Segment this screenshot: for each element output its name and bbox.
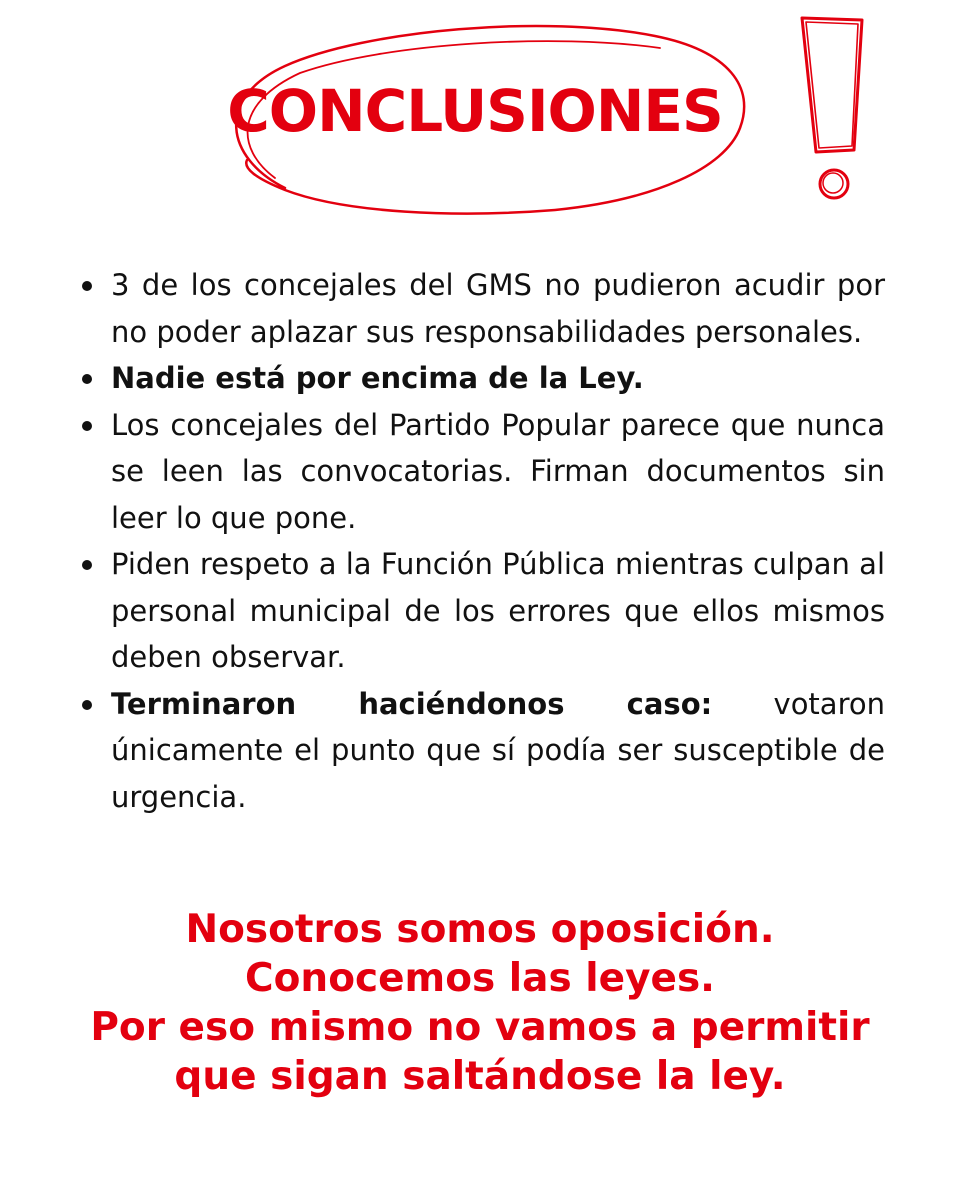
closing-line: Nosotros somos oposición. <box>185 907 775 952</box>
closing-line: Por eso mismo no vamos a permitir <box>90 1005 870 1050</box>
list-item <box>80 355 885 402</box>
list-item-text: 3 de los concejales del GMS no pudieron acudir por no poder aplazar sus responsabilidades personales. <box>111 268 885 349</box>
list-item <box>80 681 885 821</box>
conclusions-list <box>80 262 885 820</box>
title-block <box>215 18 750 218</box>
list-item-text: Nadie está por encima de la Ley. <box>111 361 644 395</box>
closing-line: Conocemos las leyes. <box>245 956 715 1001</box>
list-item <box>80 541 885 681</box>
list-item-text: Piden respeto a la Función Pública mientras culpan al personal municipal de los errores que ellos mismos deben observar. <box>111 547 885 674</box>
exclamation-mark-icon <box>792 12 872 212</box>
list-item-text: votaron únicamente el punto que sí podía ser susceptible de urgencia. <box>111 686 885 814</box>
list-item-text: Los concejales del Partido Popular parece que nunca se leen las convocatorias. Firman documentos sin leer lo que pone. <box>111 407 885 535</box>
closing-statement <box>20 905 940 1101</box>
page-title: CONCLUSIONES <box>227 77 723 145</box>
list-item <box>80 402 885 542</box>
closing-line: que sigan saltándose la ley. <box>174 1054 786 1099</box>
list-item-bold-lead: Terminaron haciéndonos caso: <box>111 686 713 721</box>
list-item <box>80 262 885 355</box>
